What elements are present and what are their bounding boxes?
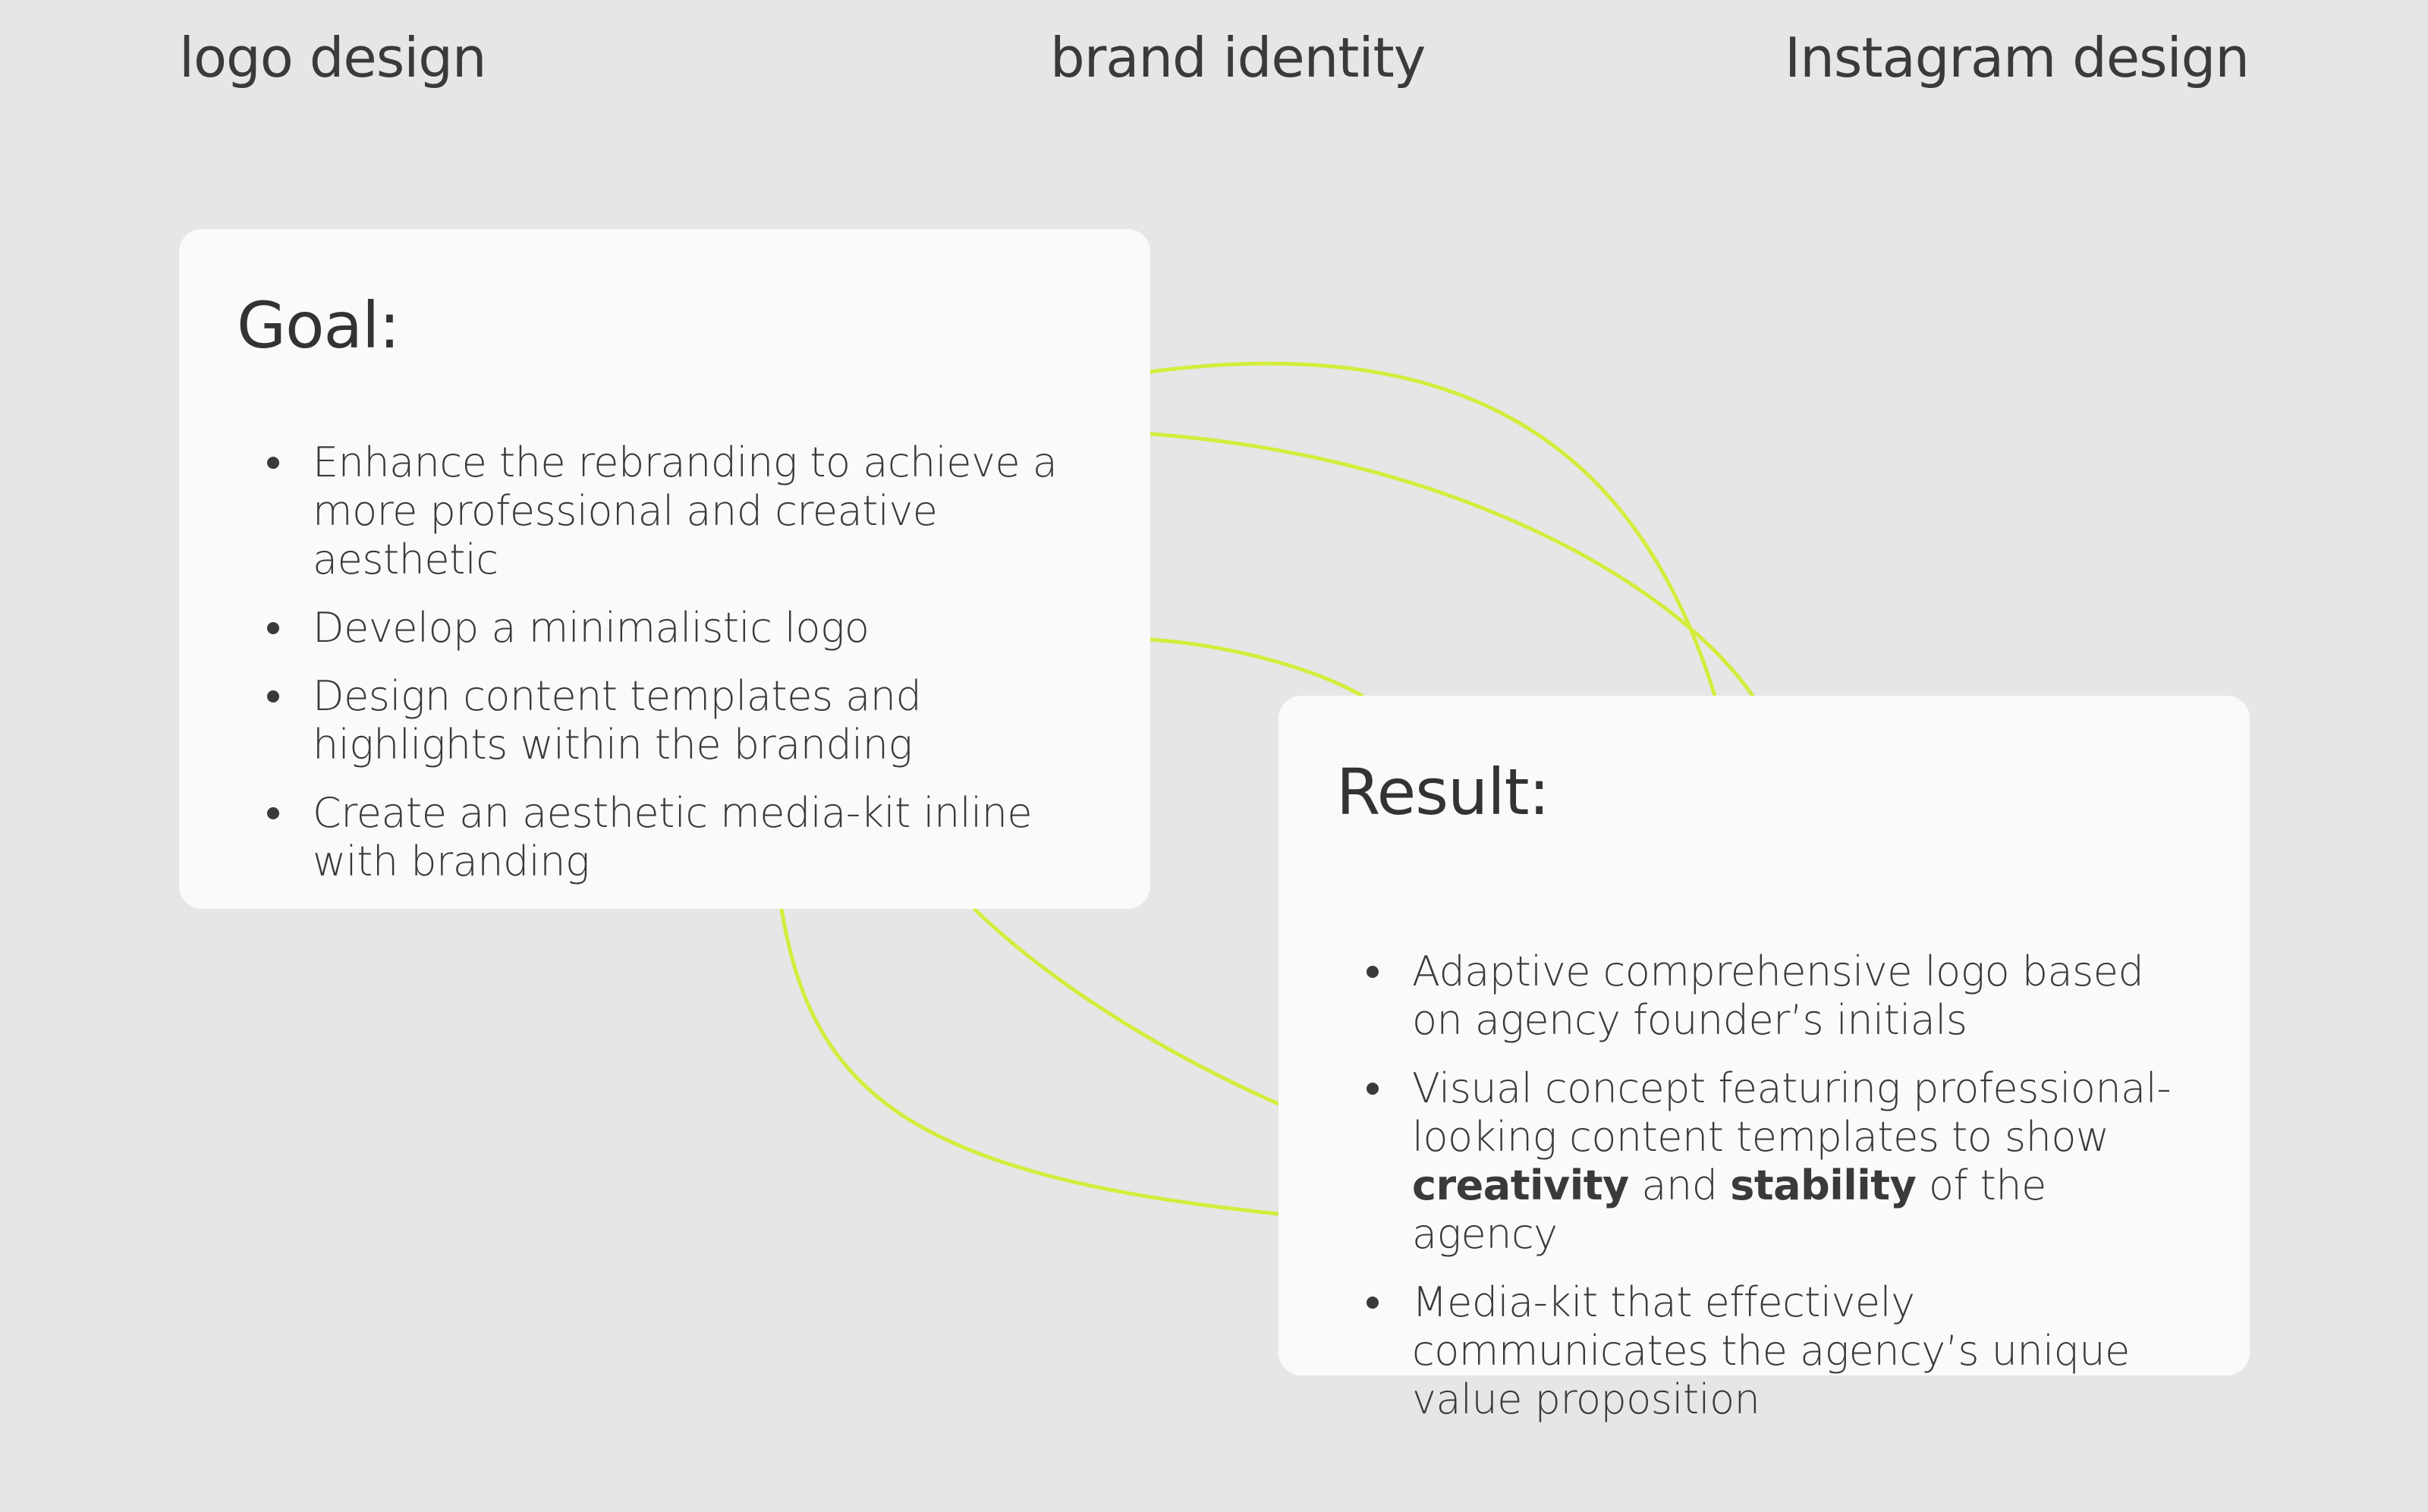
goal-card (179, 229, 1150, 909)
keyword-creativity: creativity (1412, 1162, 1629, 1209)
keyword-stability: stability (1730, 1162, 1917, 1209)
result-item (1336, 948, 2204, 1045)
bullet-icon (1367, 1297, 1379, 1309)
bullet-icon (1367, 966, 1379, 978)
result-list (1336, 948, 2204, 1424)
bullet-icon (267, 807, 279, 819)
connector-line-5 (782, 909, 1278, 1214)
result-card (1278, 696, 2250, 1423)
bullet-icon (267, 622, 279, 634)
result-item-text: Media-kit that effectively communicates the agency’s unique value proposition (1412, 1278, 2130, 1423)
goal-item (237, 672, 1105, 769)
goal-item (237, 439, 1105, 584)
result-item-text-part: and (1628, 1162, 1731, 1209)
result-item-text-part: of the agency (1412, 1162, 2046, 1258)
tag-instagram-design: Instagram design (1784, 26, 2249, 90)
result-item-text-part: Visual concept featuring professional-looking content templates to show (1412, 1064, 2172, 1161)
goal-item-text: Develop a minimalistic logo (313, 604, 870, 652)
tag-logo-design: logo design (179, 26, 486, 90)
goal-item-text: Design content templates and highlights within the branding (313, 672, 922, 769)
connector-line-1 (1150, 363, 1715, 696)
connector-line-3 (1150, 640, 1362, 696)
goal-item (237, 604, 1105, 652)
goal-item (237, 789, 1105, 886)
goal-title: Goal: (237, 288, 400, 363)
goal-list (237, 439, 1105, 886)
goal-item-text: Create an aesthetic media-kit inline with branding (313, 789, 1033, 885)
result-item-text: Adaptive comprehensive logo based on agency founder’s initials (1412, 948, 2144, 1044)
tag-brand-identity: brand identity (1050, 26, 1426, 90)
bullet-icon (267, 690, 279, 703)
result-title: Result: (1336, 755, 1549, 829)
result-item (1336, 1064, 2204, 1259)
connector-line-4 (974, 909, 1278, 1104)
bullet-icon (267, 457, 279, 469)
result-item-text (1412, 1064, 2171, 1258)
connector-line-2 (1150, 434, 1753, 696)
result-item (1336, 1278, 2204, 1424)
goal-item-text: Enhance the rebranding to achieve a more professional and creative aesthetic (313, 439, 1058, 583)
bullet-icon (1367, 1083, 1379, 1095)
